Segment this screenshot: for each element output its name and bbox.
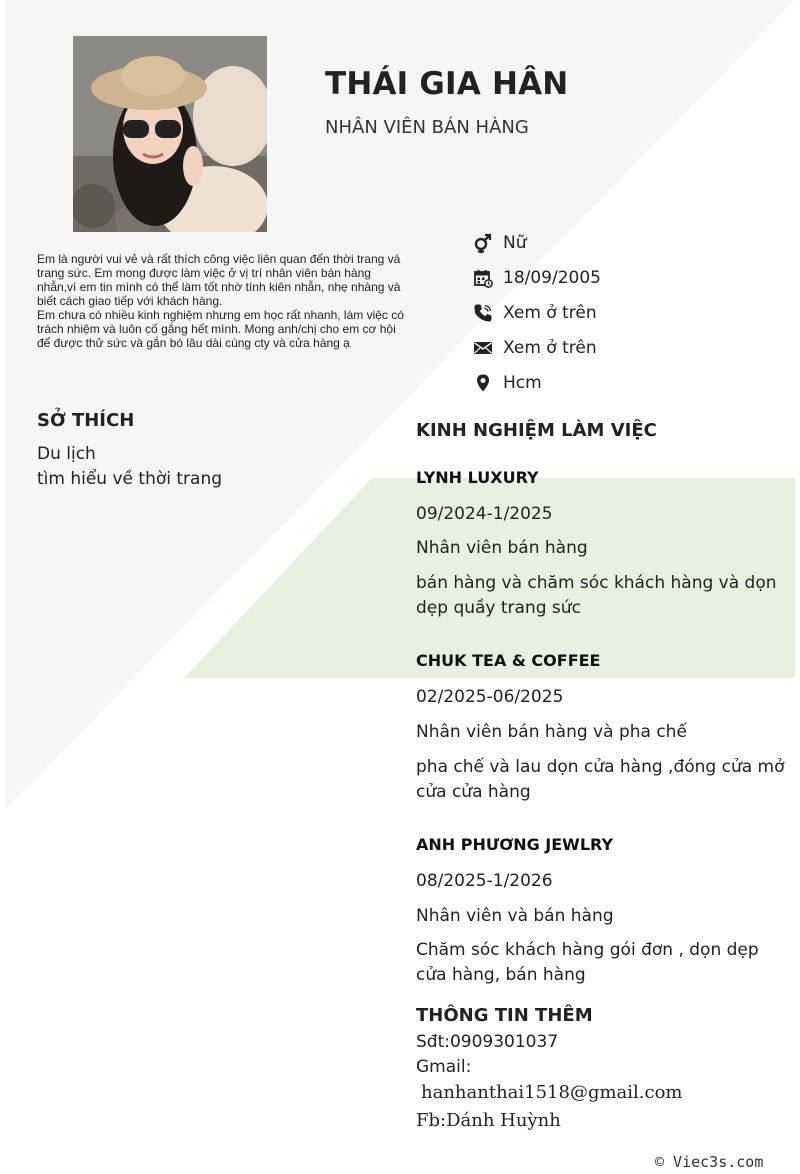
job-period: 08/2025-1/2026 [416, 871, 553, 891]
extra-phone: Sđt:0909301037 [416, 1032, 559, 1052]
extra-gmail[interactable]: hanhanthai1518@gmail.com [421, 1082, 683, 1103]
contact-phone [472, 301, 597, 325]
company-name: ANH PHƯƠNG JEWLRY [416, 835, 614, 854]
extra-gmail-label: Gmail: [416, 1057, 472, 1077]
experience-heading: KINH NGHIỆM LÀM VIỆC [416, 420, 657, 441]
job-role: Nhân viên và bán hàng [416, 906, 614, 926]
job-description: Chăm sóc khách hàng gói đơn , dọn dẹp cửa hàng, bán hàng [416, 940, 759, 985]
company-name: CHUK TEA & COFFEE [416, 651, 601, 670]
email-value: Xem ở trên [503, 338, 597, 358]
phone-icon [472, 302, 494, 324]
job-description: pha chế và lau dọn cửa hàng ,đóng cửa mở cửa cửa hàng [416, 757, 785, 802]
candidate-name: THÁI GIA HÂN [325, 66, 569, 102]
company-name: LYNH LUXURY [416, 468, 539, 487]
location-pin-icon [472, 372, 494, 394]
extra-facebook[interactable]: Fb:Dánh Huỳnh [416, 1110, 561, 1131]
job-role: Nhân viên bán hàng và pha chế [416, 722, 687, 742]
contact-location [472, 371, 542, 395]
job-description: bán hàng và chăm sóc khách hàng và dọn dẹp quầy trang sức [416, 573, 777, 618]
job-period: 09/2024-1/2025 [416, 504, 553, 524]
summary-paragraph: Em là người vui vẻ và rất thích công việc liên quan đến thời trang và trang sức. Em mong được làm việc ở vị trí nhân viên bán hàng nhẫn,vì em tin mình có thể làm tốt nhờ tính kiên nhẫn, nhẹ nhàng và biết cách giao tiếp với khách hàng. [37, 252, 401, 308]
hobbies-heading: SỞ THÍCH [37, 410, 135, 431]
contact-birthday [472, 266, 601, 290]
gender-value: Nữ [503, 233, 527, 253]
birthday-value: 18/09/2005 [503, 268, 601, 288]
summary-paragraph: Em chưa có nhiều kinh nghiệm nhưng em học rất nhanh, làm việc có trách nhiệm và luôn cố gắng hết mình. Mong anh/chị cho em cơ hội để được thử sức và gắn bó lâu dài cùng cty và cửa hàng ạ [37, 308, 404, 350]
profile-summary [37, 252, 409, 350]
extra-info-heading: THÔNG TIN THÊM [416, 1005, 593, 1026]
job-role: Nhân viên bán hàng [416, 538, 588, 558]
location-value: Hcm [503, 373, 542, 393]
profile-photo [73, 36, 267, 232]
phone-value: Xem ở trên [503, 303, 597, 323]
footer-copyright: © Viec3s.com [655, 1153, 764, 1171]
contact-email [472, 336, 597, 360]
gender-icon [472, 232, 494, 254]
calendar-icon [472, 267, 494, 289]
job-title: NHÂN VIÊN BÁN HÀNG [325, 117, 529, 138]
hobby-item: tìm hiểu về thời trang [37, 469, 223, 489]
contact-gender [472, 231, 527, 255]
hobby-item: Du lịch [37, 444, 96, 464]
mail-icon [472, 337, 494, 359]
job-period: 02/2025-06/2025 [416, 687, 564, 707]
